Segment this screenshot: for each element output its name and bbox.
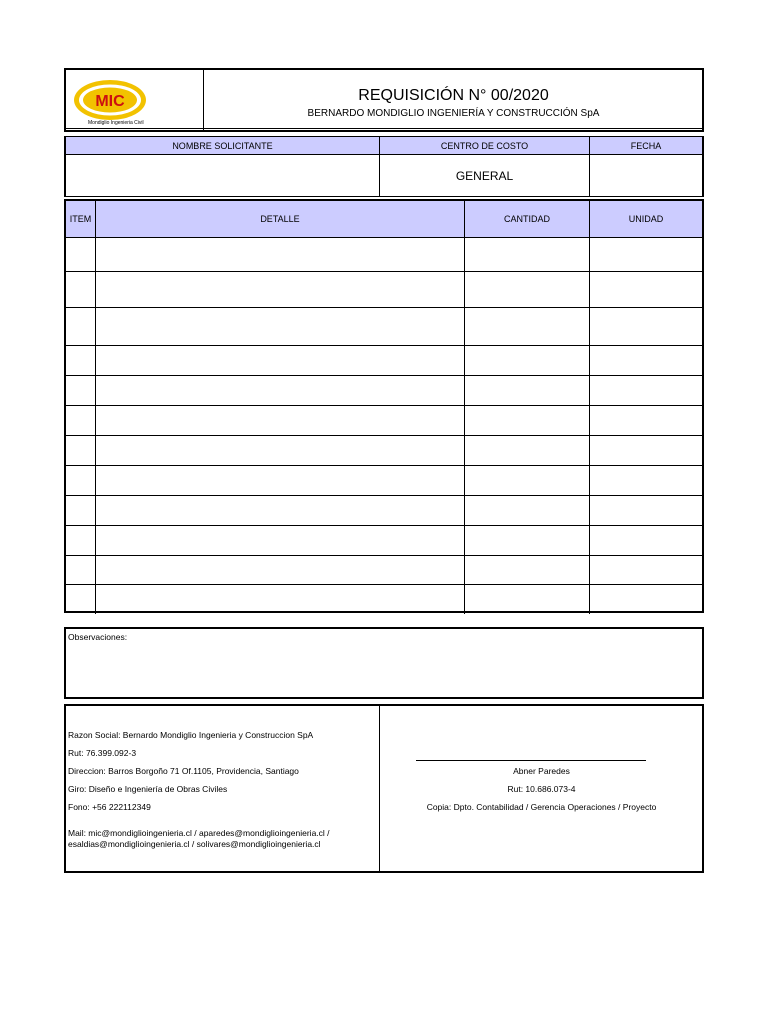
company-address: Direccion: Barros Borgoño 71 Of.1105, Providencia, Santiago (68, 766, 299, 776)
table-row (66, 308, 702, 346)
row-item-cell[interactable] (66, 238, 95, 271)
row-unit-cell[interactable] (589, 585, 702, 614)
table-row (66, 376, 702, 406)
row-quantity-cell[interactable] (464, 496, 589, 525)
row-unit-cell[interactable] (589, 272, 702, 307)
row-unit-cell[interactable] (589, 466, 702, 495)
row-item-cell[interactable] (66, 436, 95, 465)
row-item-cell[interactable] (66, 272, 95, 307)
document-title: REQUISICIÓN N° 00/2020 (358, 87, 549, 104)
row-item-cell[interactable] (66, 496, 95, 525)
row-item-cell[interactable] (66, 308, 95, 345)
row-item-cell[interactable] (66, 376, 95, 405)
row-unit-cell[interactable] (589, 436, 702, 465)
row-item-cell[interactable] (66, 585, 95, 614)
row-detail-cell[interactable] (95, 238, 464, 271)
row-unit-cell[interactable] (589, 238, 702, 271)
copy-note: Copia: Dpto. Contabilidad / Gerencia Operaciones / Proyecto (426, 802, 657, 812)
row-detail-cell[interactable] (95, 406, 464, 435)
observations-label: Observaciones: (68, 632, 128, 642)
requester-header: NOMBRE SOLICITANTE (66, 137, 379, 154)
row-unit-cell[interactable] (589, 406, 702, 435)
row-quantity-cell[interactable] (464, 272, 589, 307)
header-box (64, 68, 704, 132)
requester-field[interactable] (66, 155, 379, 197)
date-field[interactable] (589, 155, 702, 197)
row-detail-cell[interactable] (95, 346, 464, 375)
date-header: FECHA (589, 137, 702, 154)
row-quantity-cell[interactable] (464, 308, 589, 345)
logo-tagline: Mondiglio Ingenieria Civil (88, 120, 144, 126)
signer-name: Abner Paredes (513, 766, 570, 776)
unit-header: UNIDAD (589, 201, 702, 237)
row-quantity-cell[interactable] (464, 585, 589, 614)
cost-center-field[interactable]: GENERAL (379, 155, 589, 197)
row-quantity-cell[interactable] (464, 376, 589, 405)
row-quantity-cell[interactable] (464, 526, 589, 555)
row-detail-cell[interactable] (95, 496, 464, 525)
cost-center-header: CENTRO DE COSTO (379, 137, 589, 154)
table-row (66, 556, 702, 585)
item-header: ITEM (66, 201, 95, 237)
row-quantity-cell[interactable] (464, 556, 589, 584)
logo (72, 74, 202, 128)
items-table-body (66, 238, 702, 611)
table-row (66, 272, 702, 308)
request-info-table (64, 136, 704, 197)
observations-box[interactable] (64, 627, 704, 699)
signer-rut: Rut: 10.686.073-4 (507, 784, 576, 794)
company-business: Giro: Diseño e Ingeniería de Obras Civiles (68, 784, 228, 794)
row-quantity-cell[interactable] (464, 436, 589, 465)
row-quantity-cell[interactable] (464, 466, 589, 495)
row-detail-cell[interactable] (95, 466, 464, 495)
row-item-cell[interactable] (66, 526, 95, 555)
detail-header: DETALLE (95, 201, 464, 237)
table-row (66, 238, 702, 272)
row-item-cell[interactable] (66, 346, 95, 375)
row-detail-cell[interactable] (95, 556, 464, 584)
table-row (66, 585, 702, 614)
items-table (64, 199, 704, 613)
row-unit-cell[interactable] (589, 496, 702, 525)
row-item-cell[interactable] (66, 406, 95, 435)
row-item-cell[interactable] (66, 556, 95, 584)
table-row (66, 346, 702, 376)
table-row (66, 526, 702, 556)
footer-box (64, 704, 704, 873)
row-detail-cell[interactable] (95, 308, 464, 345)
row-quantity-cell[interactable] (464, 238, 589, 271)
row-detail-cell[interactable] (95, 526, 464, 555)
row-quantity-cell[interactable] (464, 406, 589, 435)
company-rut: Rut: 76.399.092-3 (68, 748, 137, 758)
company-name: BERNARDO MONDIGLIO INGENIERÍA Y CONSTRUCCIÓN SpA (307, 108, 600, 119)
row-unit-cell[interactable] (589, 308, 702, 345)
table-row (66, 436, 702, 466)
company-mail-line2: esaldias@mondiglioingenieria.cl / solivares@mondiglioingenieria.cl (68, 839, 321, 849)
row-detail-cell[interactable] (95, 436, 464, 465)
row-unit-cell[interactable] (589, 346, 702, 375)
table-row (66, 466, 702, 496)
table-row (66, 496, 702, 526)
table-row (66, 406, 702, 436)
row-item-cell[interactable] (66, 466, 95, 495)
row-detail-cell[interactable] (95, 585, 464, 614)
signature-line (416, 760, 646, 761)
row-unit-cell[interactable] (589, 556, 702, 584)
row-quantity-cell[interactable] (464, 346, 589, 375)
row-unit-cell[interactable] (589, 526, 702, 555)
row-detail-cell[interactable] (95, 272, 464, 307)
company-mail-line1: Mail: mic@mondiglioingenieria.cl / aparedes@mondiglioingenieria.cl / (68, 828, 330, 838)
logo-text: MIC (95, 93, 125, 110)
company-phone: Fono: +56 222112349 (68, 802, 151, 812)
quantity-header: CANTIDAD (464, 201, 589, 237)
row-detail-cell[interactable] (95, 376, 464, 405)
row-unit-cell[interactable] (589, 376, 702, 405)
company-legal-name: Razon Social: Bernardo Mondiglio Ingenieria y Construccion SpA (68, 730, 314, 740)
